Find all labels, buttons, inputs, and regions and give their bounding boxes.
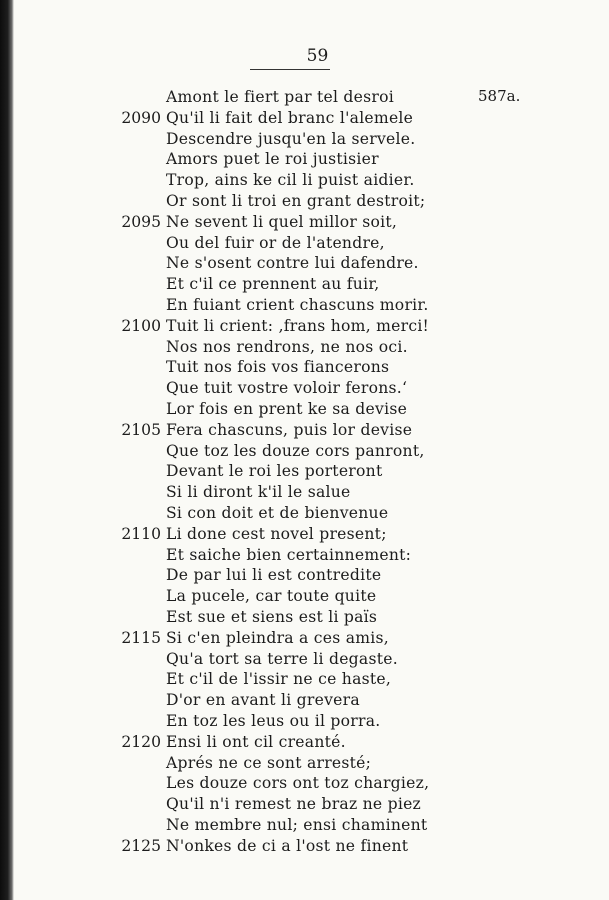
verse-number: 2090 [121, 108, 161, 127]
verse-number: 2105 [121, 420, 161, 439]
verse-line [0, 732, 609, 753]
page-number-rule [250, 69, 330, 70]
verse-text: En fuiant crient chascuns morir. [166, 295, 429, 314]
verse-line [0, 503, 609, 524]
verse-line [0, 545, 609, 566]
verse-line [0, 170, 609, 191]
verse-number: 2100 [121, 316, 161, 335]
verse-line [0, 794, 609, 815]
verse-line [0, 337, 609, 358]
verse-text: Li done cest novel present; [166, 524, 387, 543]
verse-line [0, 108, 609, 129]
verse-line [0, 274, 609, 295]
verse-line [0, 378, 609, 399]
verse-line [0, 87, 609, 108]
verse-number: 2095 [121, 212, 161, 231]
verse-text: Aprés ne ce sont arresté; [166, 753, 372, 772]
verse-line [0, 607, 609, 628]
verse-line [0, 149, 609, 170]
verse-line [0, 815, 609, 836]
verse-number: 2115 [121, 628, 161, 647]
verse-text: Amont le fiert par tel desroi [166, 88, 394, 106]
verse-line [0, 212, 609, 233]
verse-text: Lor fois en prent ke sa devise [166, 399, 408, 418]
verse-line [0, 524, 609, 545]
verse-text: Trop, ains ke cil li puist aidier. [166, 171, 415, 190]
verse-number: 2125 [121, 836, 161, 855]
verse-text: Que tuit vostre voloir ferons.‘ [166, 379, 408, 398]
verse-text: Nos nos rendrons, ne nos oci. [166, 337, 408, 356]
verse-line [0, 316, 609, 337]
verse-text: Si c'en pleindra a ces amis, [166, 628, 389, 647]
verse-text: Que toz les douze cors panront, [166, 441, 425, 460]
verse-text: Et c'il ce prennent au fuir, [166, 275, 380, 294]
verse-line [0, 628, 609, 649]
verse-line [0, 357, 609, 378]
verse-line [0, 586, 609, 607]
verse-text: Or sont li troi en grant destroit; [166, 191, 426, 210]
verse-text: Qu'il n'i remest ne braz ne piez [166, 795, 422, 814]
verse-line [0, 773, 609, 794]
verse-line [0, 295, 609, 316]
verse-text: Tuit li crient: ‚frans hom, merci! [166, 316, 430, 335]
verse-text: Fera chascuns, puis lor devise [166, 420, 413, 439]
verse-text: Devant le roi les porteront [166, 462, 383, 481]
verse-text: En toz les leus ou il porra. [166, 711, 381, 730]
verse-text: Si li diront k'il le salue [166, 483, 351, 502]
verse-line [0, 753, 609, 774]
verse-text: Amors puet le roi justisier [166, 150, 379, 169]
verse-text: Et saiche bien certainnement: [166, 545, 412, 564]
verse-text: De par lui li est contredite [166, 566, 382, 585]
verse-text: Ensi li ont cil creanté. [166, 732, 346, 751]
verse-text: Descendre jusqu'en la servele. [166, 129, 416, 148]
verse-line [0, 690, 609, 711]
verse-line [0, 191, 609, 212]
verse-line [0, 649, 609, 670]
verse-text: N'onkes de ci a l'ost ne finent [166, 836, 409, 855]
verse-text: Tuit nos fois vos fiancerons [166, 358, 390, 377]
verse-text: Qu'a tort sa terre li degaste. [166, 649, 398, 668]
verse-text: Ou del fuir or de l'atendre, [166, 233, 385, 252]
verse-text: La pucele, car toute quite [166, 587, 377, 606]
verse-number: 2110 [121, 524, 161, 543]
verse-line [0, 711, 609, 732]
verse-text: Ne sevent li quel millor soit, [166, 212, 398, 231]
verse-line [0, 441, 609, 462]
margin-reference: 587a. [478, 87, 521, 105]
verse-line [0, 233, 609, 254]
verse-text: D'or en avant li grevera [166, 691, 360, 710]
verse-number: 2120 [121, 732, 161, 751]
verse-line [0, 129, 609, 150]
verse-line [0, 565, 609, 586]
verse-column [0, 87, 609, 856]
verse-text: Les douze cors ont toz chargiez, [166, 774, 430, 793]
verse-line [0, 399, 609, 420]
verse-line [0, 253, 609, 274]
verse-text: Ne s'osent contre lui dafendre. [166, 254, 419, 273]
verse-line [0, 461, 609, 482]
verse-text: Qu'il li fait del branc l'alemele [166, 108, 414, 127]
verse-line [0, 836, 609, 857]
verse-text: Si con doit et de bienvenue [166, 503, 389, 522]
verse-line [0, 669, 609, 690]
page-number: 59 [306, 46, 329, 66]
verse-line [0, 420, 609, 441]
verse-line [0, 482, 609, 503]
verse-text: Est sue et siens est li païs [166, 607, 378, 626]
verse-text: Ne membre nul; ensi chaminent [166, 815, 428, 834]
verse-text: Et c'il de l'issir ne ce haste, [166, 670, 392, 689]
